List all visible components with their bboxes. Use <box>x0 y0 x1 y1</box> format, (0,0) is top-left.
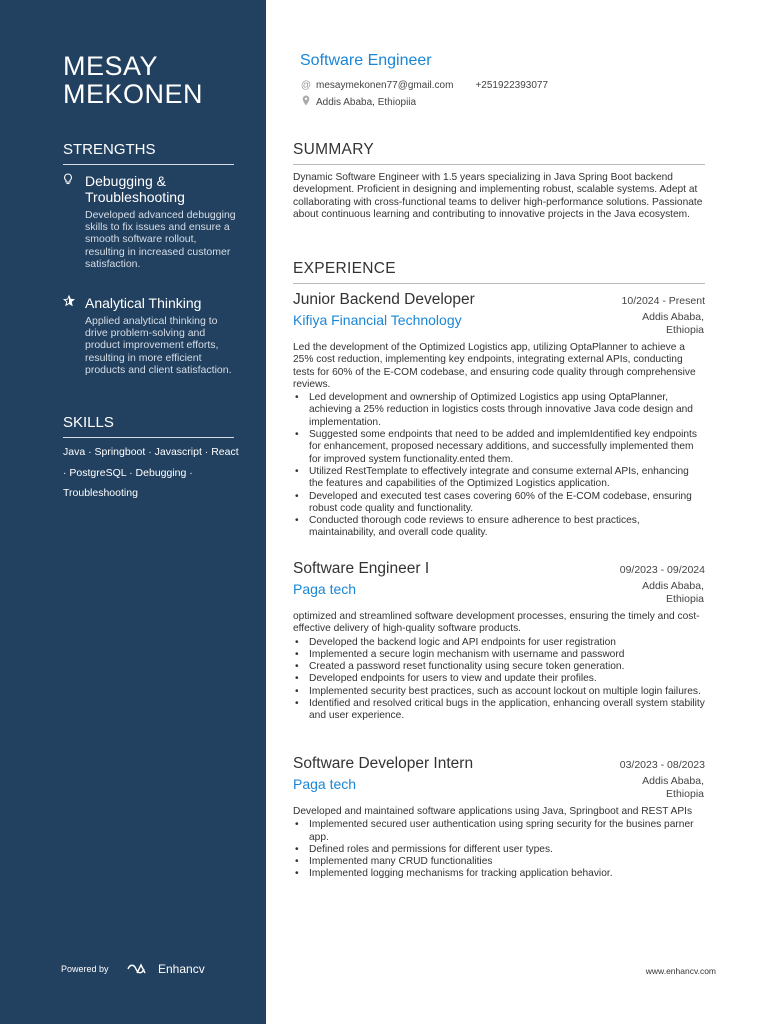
strength-desc: Applied analytical thinking to drive problem-solving and product improvement efforts, resulting in more efficient products and client satisfaction. <box>85 315 232 376</box>
skills-heading: SKILLS <box>63 414 234 438</box>
exp-dates: 03/2023 - 08/2023 <box>619 759 705 771</box>
location-row <box>300 95 416 109</box>
exp-role: Junior Backend Developer <box>293 291 475 308</box>
exp-description: optimized and streamlined software development processes, ensuring the timely and cost-effective delivery of high-quality software products. <box>293 611 700 635</box>
experience-entry <box>293 560 705 723</box>
name-first: MESAY <box>63 51 159 81</box>
exp-role: Software Engineer I <box>293 560 430 577</box>
exp-bullet: • Implemented secured user authentication using spring security for the busines parner app. <box>293 819 705 844</box>
exp-description: Led the development of the Optimized Logistics app, utilizing OptaPlanner to achieve a 25% cost reduction, implementing key endpoints, integrating external APIs, conducting tests for 60% of the E-COM codebase, and ensuring code quality through comprehensive reviews. <box>293 342 696 390</box>
exp-dates: 10/2024 - Present <box>621 295 705 307</box>
enhancv-logo-text: Enhancv <box>158 962 205 976</box>
at-icon: @ <box>300 80 312 91</box>
exp-bullet: • Suggested some endpoints that need to be added and implemIdentified key endpoints for enhancement, proposed necessary additions, and successfully implemented them for improved system functionality.ented them. <box>293 429 705 466</box>
enhancv-logo[interactable] <box>126 962 205 976</box>
exp-location <box>642 311 704 337</box>
exp-bullets <box>293 637 705 723</box>
exp-dates: 09/2023 - 09/2024 <box>619 564 705 576</box>
exp-location-line: Addis Ababa, <box>642 775 704 787</box>
exp-bullet: • Created a password reset functionality using secure token generation. <box>293 661 705 673</box>
exp-bullet: • Led development and ownership of Optimized Logistics app using OptaPlanner, achieving a 25% reduction in logistics costs through innovative Java code design and implementation. <box>293 392 705 429</box>
exp-bullets <box>293 392 705 540</box>
exp-location-line: Ethiopia <box>666 593 704 605</box>
exp-location-line: Ethiopia <box>666 788 704 800</box>
enhancv-logo-icon <box>126 963 152 975</box>
sidebar <box>0 0 266 1024</box>
exp-role: Software Developer Intern <box>293 755 474 772</box>
star-icon <box>63 295 77 310</box>
summary-heading: SUMMARY <box>293 141 705 165</box>
strength-title: Debugging & Troubleshooting <box>85 173 185 205</box>
footer-url[interactable]: www.enhancv.com <box>645 966 716 976</box>
exp-bullet: • Implemented security best practices, such as account lockout on multiple login failures. <box>293 686 705 698</box>
exp-bullet: • Defined roles and permissions for different user types. <box>293 844 705 856</box>
exp-bullets <box>293 819 705 880</box>
phone-number: +251922393077 <box>475 80 549 91</box>
exp-location-line: Addis Ababa, <box>642 580 704 592</box>
lightbulb-icon <box>63 173 77 188</box>
exp-company: Paga tech <box>293 776 357 792</box>
exp-bullet: • Identified and resolved critical bugs in the application, enhancing overall system stability and user experience. <box>293 698 705 723</box>
exp-bullet: • Implemented logging mechanisms for tracking application behavior. <box>293 868 705 880</box>
exp-bullet: • Conducted thorough code reviews to ensure adherence to best practices, maintainability, and overall code quality. <box>293 515 705 540</box>
exp-bullet: • Utilized RestTemplate to effectively integrate and consume external APIs, enhancing the features and capabilities of the Optimized Logistics application. <box>293 466 705 491</box>
experience-entry <box>293 755 705 881</box>
exp-bullet: • Implemented many CRUD functionalities <box>293 856 705 868</box>
exp-location-line: Addis Ababa, <box>642 311 704 323</box>
exp-bullet: • Developed endpoints for users to view and update their profiles. <box>293 673 705 685</box>
powered-by-label: Powered by <box>61 964 109 974</box>
exp-bullet: • Developed the backend logic and API endpoints for user registration <box>293 637 705 649</box>
strength-item <box>63 173 238 270</box>
exp-company: Paga tech <box>293 581 357 597</box>
job-title: Software Engineer <box>300 52 432 69</box>
contact-row <box>300 80 548 91</box>
exp-location <box>642 775 704 801</box>
summary-text: Dynamic Software Engineer with 1.5 years specializing in Java Spring Boot backend development. Proficient in designing and implementing robust, scalable systems. Adept at collaborating with cross-functional teams to deliver high-performance solutions. Passionate about continuous learning and contributing to innovative projects in the Java ecosystem. <box>293 172 703 220</box>
experience-entry <box>293 291 705 540</box>
experience-heading: EXPERIENCE <box>293 260 705 284</box>
exp-location-line: Ethiopia <box>666 324 704 336</box>
location-text: Addis Ababa, Ethiopiia <box>316 96 417 108</box>
exp-bullet: • Developed and executed test cases covering 60% of the E-COM codebase, ensuring robust code quality and functionality. <box>293 491 705 516</box>
skills-list: Java · Springboot · Javascript · React · PostgreSQL · Debugging · Troubleshooting <box>63 446 239 499</box>
exp-company: Kifiya Financial Technology <box>293 312 462 328</box>
strengths-heading: STRENGTHS <box>63 141 234 165</box>
location-pin-icon <box>300 95 312 109</box>
strength-desc: Developed advanced debugging skills to fix issues and ensure a smooth software rollout, resulting in increased customer satisfaction. <box>85 209 236 270</box>
name-last: MEKONEN <box>63 79 204 109</box>
candidate-name <box>63 52 203 108</box>
strength-item <box>63 295 238 376</box>
email-link[interactable]: mesaymekonen77@gmail.com <box>316 80 454 91</box>
exp-location <box>642 580 704 606</box>
strength-title: Analytical Thinking <box>85 295 202 311</box>
exp-description: Developed and maintained software applications using Java, Springboot and REST APIs <box>293 806 693 817</box>
exp-bullet: • Implemented a secure login mechanism with username and password <box>293 649 705 661</box>
